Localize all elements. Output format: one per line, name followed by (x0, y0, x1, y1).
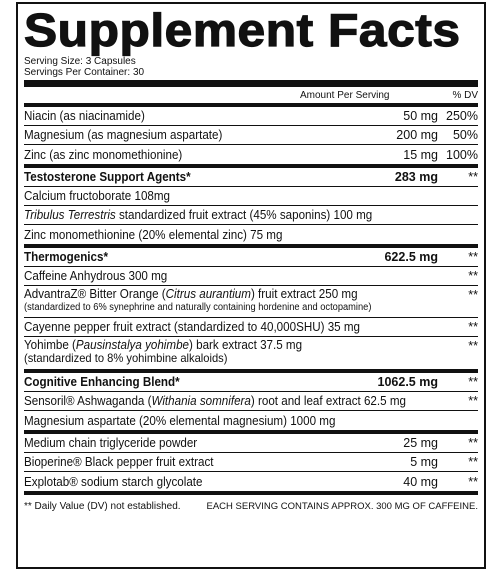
nutrient-amount: 50 mg (403, 109, 438, 123)
blend-dv: ** (468, 250, 478, 264)
ingredient-name-italic: Pausinstalya yohimbe (75, 339, 190, 352)
ingredient-row (24, 225, 478, 244)
ingredient-name-pre: Sensoril® Ashwaganda ( (24, 394, 152, 408)
ingredient-name (24, 288, 409, 314)
blend-name: Testosterone Support Agents* (24, 170, 191, 184)
nutrient-name: Magnesium (as magnesium aspartate) (24, 128, 223, 142)
ingredient-subnote: (standardized to 6% synephrine and naturally containing hordenine and octopamine) (24, 302, 372, 313)
ingredient-name-italic: Tribulus Terrestris (24, 208, 116, 222)
nutrient-amount: 15 mg (403, 147, 438, 162)
ingredient-row (24, 318, 478, 337)
ingredient-name: Zinc monomethionine (20% elemental zinc) 75 mg (24, 227, 283, 242)
other-ingredient-row (24, 453, 478, 472)
ingredient-name: Calcium fructoborate 108mg (24, 189, 171, 203)
column-header (24, 87, 478, 103)
divider-thick (24, 80, 478, 87)
other-ingredient-row (24, 472, 478, 491)
caffeine-note: EACH SERVING CONTAINS APPROX. 300 MG OF CAFFEINE. (206, 500, 478, 512)
blend-amount: 283 mg (394, 170, 438, 184)
divider-medium (24, 491, 478, 495)
blend-header-row (24, 168, 478, 187)
serving-size: Serving Size: 3 Capsules (24, 56, 136, 67)
ingredient-name-rest: standardized fruit extract (45% saponins) 100 mg (115, 208, 373, 222)
ingredient-dv: ** (468, 269, 478, 283)
ingredient-name: Magnesium aspartate (20% elemental magnesium) 1000 mg (24, 413, 336, 428)
ingredient-name: Caffeine Anhydrous 300 mg (24, 269, 168, 283)
ingredient-row (24, 337, 478, 369)
ingredient-name-pre: Yohimbe ( (24, 339, 76, 352)
ingredient-amount: 25 mg (403, 436, 438, 450)
ingredient-dv: ** (468, 394, 478, 408)
blend-name: Thermogenics* (24, 250, 108, 264)
ingredient-name: Medium chain triglyceride powder (24, 436, 198, 450)
ingredient-row (24, 267, 478, 286)
panel-title: Supplement Facts (24, 4, 461, 56)
ingredient-row (24, 286, 478, 318)
blend-dv: ** (468, 170, 478, 184)
servings-per-container: Servings Per Container: 30 (24, 67, 145, 78)
nutrient-name: Zinc (as zinc monomethionine) (24, 147, 183, 162)
ingredient-dv: ** (468, 288, 478, 302)
nutrient-dv: 250% (446, 109, 478, 123)
blend-name: Cognitive Enhancing Blend* (24, 375, 180, 389)
ingredient-name-italic: Withania somnifera (151, 394, 251, 408)
nutrient-row (24, 107, 478, 126)
ingredient-dv: ** (468, 320, 478, 334)
ingredient-dv: ** (468, 339, 478, 353)
blend-amount: 1062.5 mg (377, 375, 438, 389)
dv-footnote: ** Daily Value (DV) not established. (24, 500, 181, 512)
ingredient-amount: 5 mg (410, 455, 438, 469)
blend-amount: 622.5 mg (384, 250, 438, 264)
ingredient-row (24, 187, 478, 206)
ingredient-dv: ** (468, 436, 478, 450)
ingredient-name-pre: AdvantraZ® Bitter Orange ( (24, 288, 166, 301)
other-ingredient-row (24, 434, 478, 453)
ingredient-subnote: (standardized to 8% yohimbine alkaloids) (24, 351, 228, 365)
blend-header-row (24, 373, 478, 392)
nutrient-row (24, 126, 478, 145)
nutrient-name: Niacin (as niacinamide) (24, 109, 145, 123)
ingredient-row (24, 206, 478, 225)
ingredient-name-italic: Citrus aurantium (165, 288, 251, 301)
ingredient-name: Cayenne pepper fruit extract (standardized to 40,000SHU) 35 mg (24, 320, 361, 334)
blend-dv: ** (468, 375, 478, 389)
ingredient-name (24, 394, 409, 408)
nutrient-dv: 50% (452, 128, 478, 142)
ingredient-name (24, 339, 409, 365)
ingredient-name: Bioperine® Black pepper fruit extract (24, 455, 214, 469)
ingredient-dv: ** (468, 455, 478, 469)
dv-column-label: % DV (452, 89, 478, 101)
ingredient-name-rest: ) bark extract 37.5 mg (189, 339, 303, 352)
ingredient-row (24, 392, 478, 411)
ingredient-name-rest: ) root and leaf extract 62.5 mg (250, 394, 406, 408)
nutrient-dv: 100% (446, 147, 478, 162)
panel-footer (24, 497, 478, 515)
supplement-facts-panel (16, 2, 486, 569)
nutrient-amount: 200 mg (396, 128, 438, 142)
ingredient-name: Explotab® sodium starch glycolate (24, 474, 203, 489)
ingredient-name (24, 208, 446, 222)
ingredient-name-rest: ) fruit extract 250 mg (250, 288, 358, 301)
blend-header-row (24, 248, 478, 267)
ingredient-row (24, 411, 478, 430)
ingredient-amount: 40 mg (403, 474, 438, 489)
amount-column-label: Amount Per Serving (300, 89, 390, 101)
ingredient-dv: ** (468, 474, 478, 489)
nutrient-row (24, 145, 478, 164)
